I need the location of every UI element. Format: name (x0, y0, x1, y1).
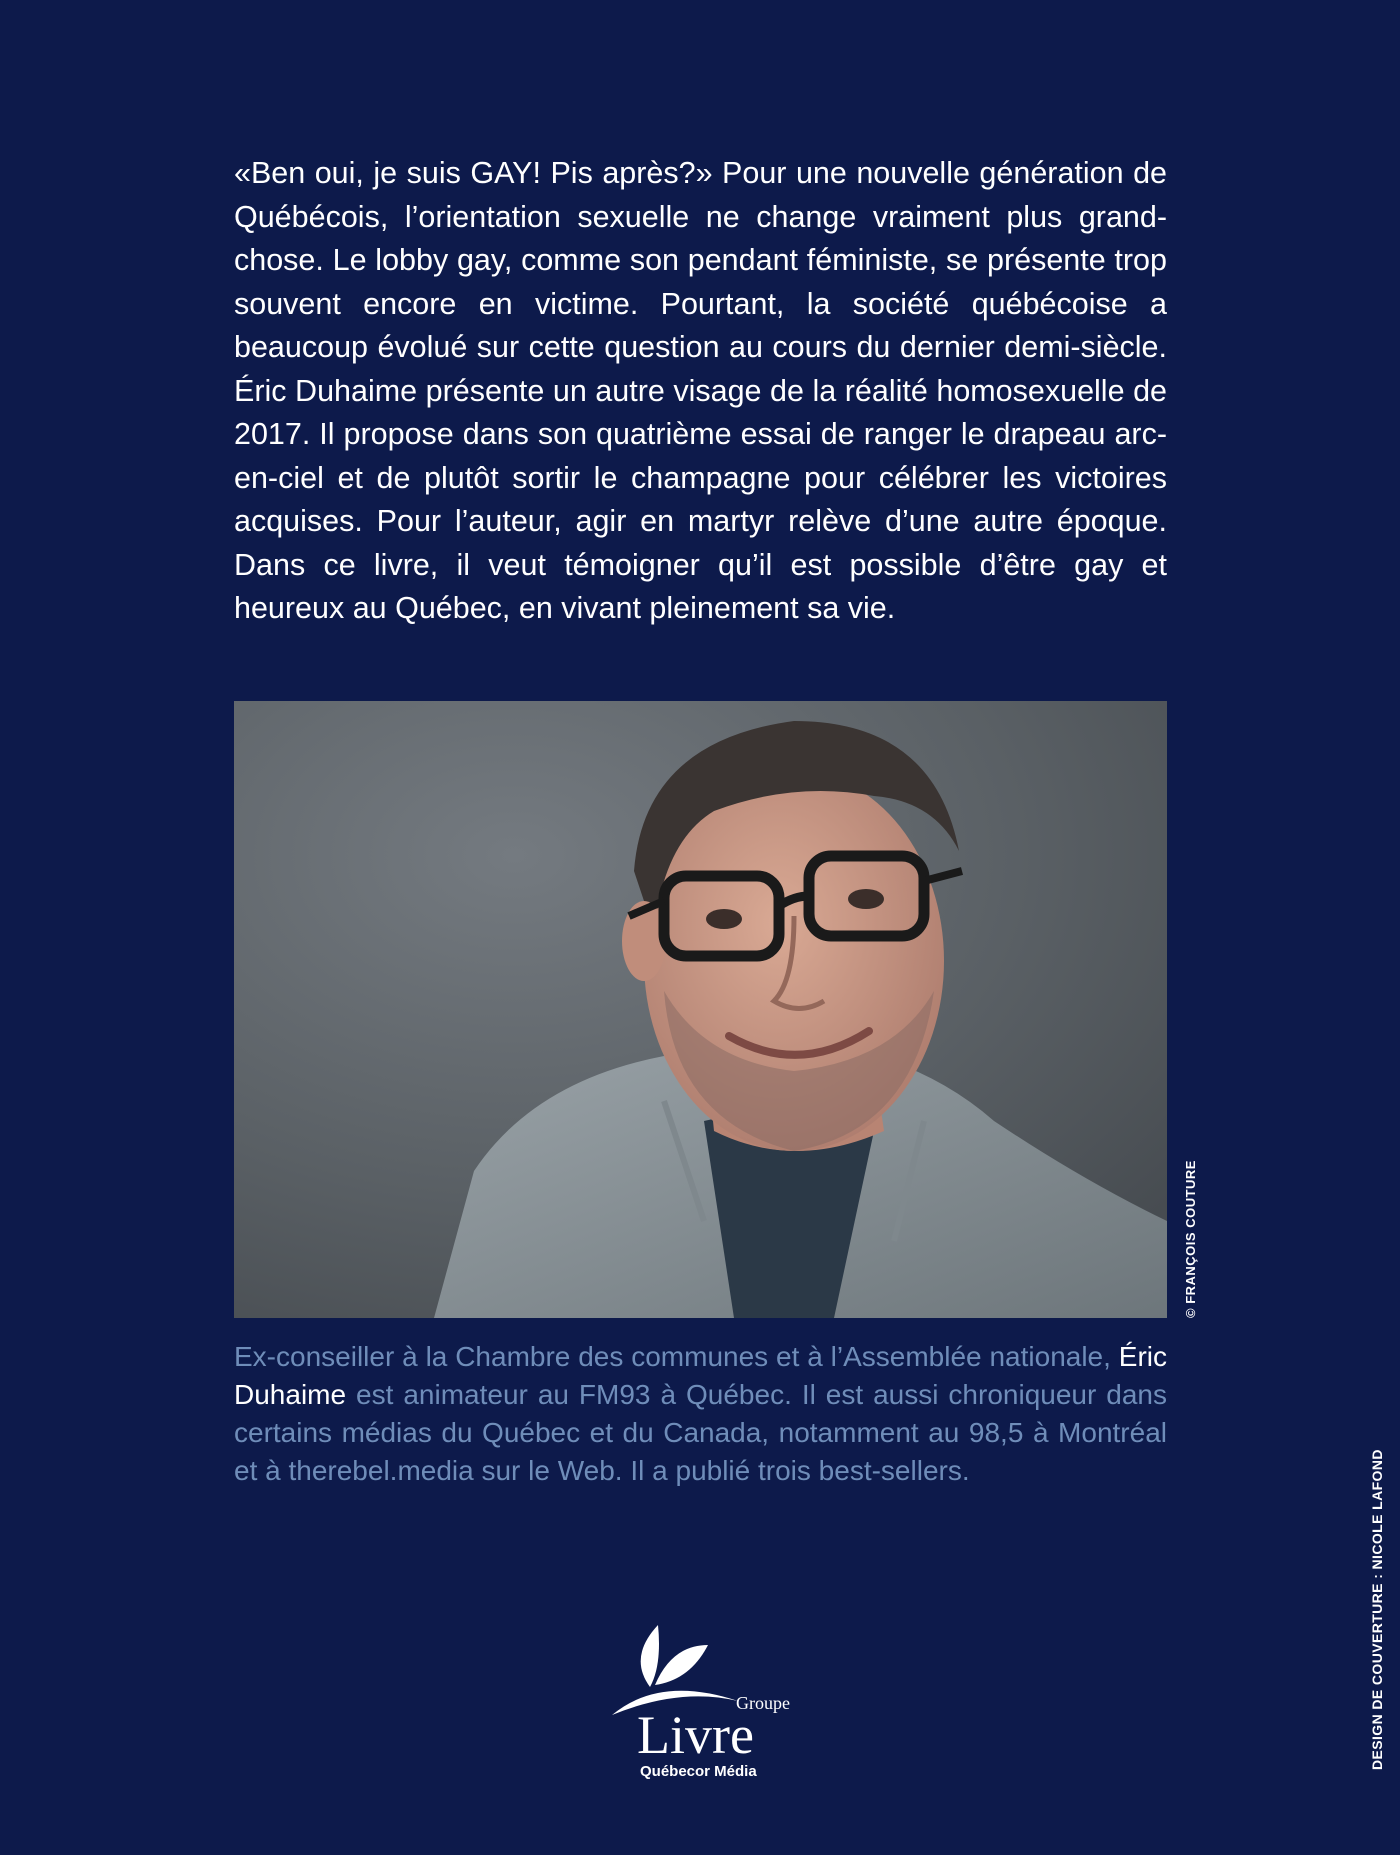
logo-subline-text: Québecor Média (640, 1763, 757, 1780)
author-photo (234, 701, 1167, 1318)
author-name: Éric Duhaime (234, 1341, 1167, 1410)
author-bio (234, 1338, 1167, 1490)
publisher-logo (600, 1625, 800, 1780)
design-credit: DESIGN DE COUVERTURE : NICOLE LAFOND (1369, 1449, 1385, 1770)
bio-text-part1: Ex-conseiller à la Chambre des communes et à l’Assemblée nationale, (234, 1341, 1119, 1372)
logo-livre-text: Livre (637, 1705, 754, 1765)
book-blurb: «Ben oui, je suis GAY! Pis après?» Pour une nouvelle génération de Québécois, l’orientation sexuelle ne change vraiment plus grand-chose. Le lobby gay, comme son pendant féministe, se présente trop souvent encore en victime. Pourtant, la société québécoise a beaucoup évolué sur cette question au cours du dernier demi-siècle. Éric Duhaime présente un autre visage de la réalité homosexuelle de 2017. Il propose dans son quatrième essai de ranger le drapeau arc-en-ciel et de plutôt sortir le champagne pour célébrer les victoires acquises. Pour l’auteur, agir en martyr relève d’une autre époque. Dans ce livre, il veut témoigner qu’il est possible d’être gay et heureux au Québec, en vivant pleinement sa vie. (234, 156, 1167, 625)
logo-groupe-text: Groupe (736, 1693, 790, 1713)
bio-text-part2: est animateur au FM93 à Québec. Il est aussi chroniqueur dans certains médias du Québec et du Canada, notamment au 98,5 à Montréal et à therebel.media sur le Web. Il a publié trois best-sellers. (234, 1379, 1167, 1486)
photo-credit: © FRANÇOIS COUTURE (1183, 1160, 1198, 1318)
